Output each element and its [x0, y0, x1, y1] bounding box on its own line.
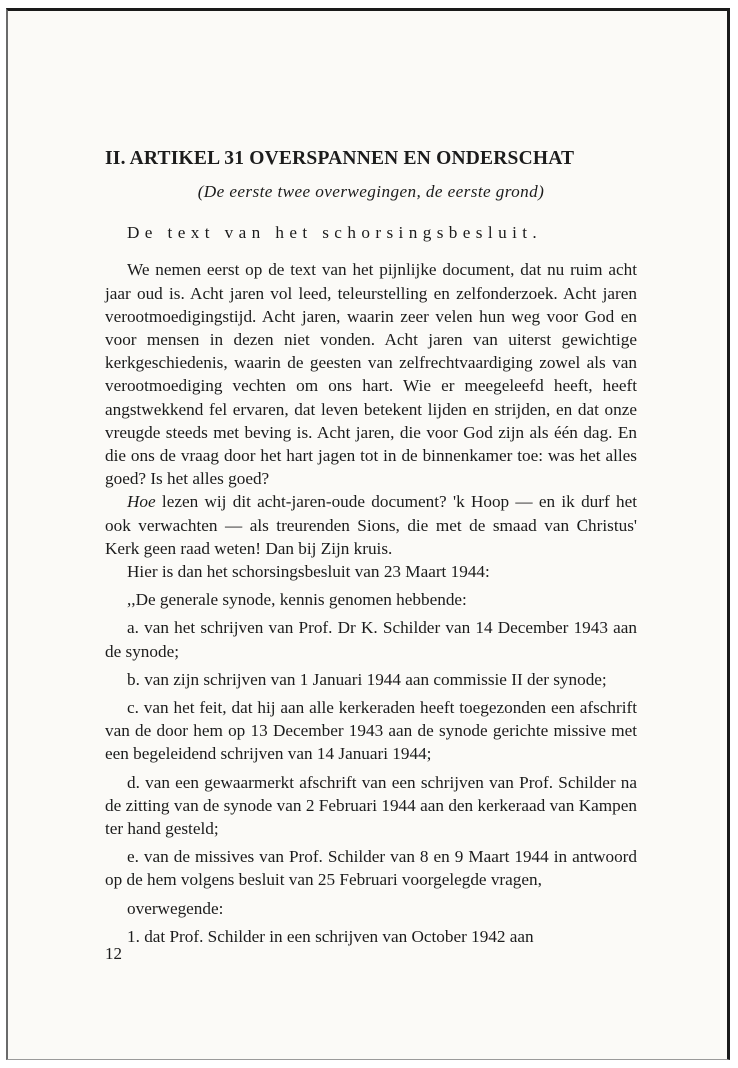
list-item-b: b. van zijn schrijven van 1 Januari 1944 aan commissie II der synode; — [127, 669, 607, 689]
list-item-c: c. van het feit, dat hij aan alle kerkeraden heeft toegezonden een afschrift van de door hem op 13 December 1943 aan de synode gerichte missive met een begeleidend schrijven van 14 Januari 1944; — [105, 698, 637, 764]
considering-label: overwegende: — [127, 898, 224, 918]
list-item-e: e. van de missives van Prof. Schilder van 8 en 9 Maart 1944 in antwoord op de hem volgens besluit van 25 Februari voorgelegde vragen, — [105, 847, 637, 890]
paragraph-hoe-lezen — [105, 490, 637, 560]
page-number: 12 — [105, 944, 122, 963]
point-1: 1. dat Prof. Schilder in een schrijven van October 1942 aan — [127, 926, 534, 946]
chapter-subtitle: (De eerste twee overwegingen, de eerste grond) — [197, 182, 545, 201]
emphasis-first-word: Hoe — [127, 492, 156, 512]
section-heading: De text van het schorsingsbesluit. — [127, 223, 543, 243]
paragraph-synode: ,,De generale synode, kennis genomen hebbende: — [127, 590, 467, 610]
list-item-a: a. van het schrijven van Prof. Dr K. Schilder van 14 December 1943 aan de synode; — [105, 618, 637, 661]
chapter-title: II. ARTIKEL 31 OVERSPANNEN EN ONDERSCHAT — [105, 148, 575, 169]
paragraph-intro: We nemen eerst op de text van het pijnlijke document, dat nu ruim acht jaar oud is. Acht jaren vol leed, teleurstelling en zelfonderzoek. Acht jaren verootmoedigingstijd. Acht jaren, waarin zeer velen hun weg voor God en voor mensen in dezen niet vonden. Acht jaren van uiterst gewichtige kerkgeschiedenis, waarin de geesten van zelfrechtvaardiging zowel als van verootmoediging vechten om ons hart. Wie er meegeleefd heeft, heeft angstwekkend fel ervaren, dat leven betekent lijden en strijden, en dat onze vreugde steeds met beving is. Acht jaren, die voor God zijn als één dag. En die ons de vraag door het hart jagen tot in de binnenkamer toe: was het alles goed? Is het alles goed? — [105, 260, 637, 489]
list-item-d: d. van een gewaarmerkt afschrift van een schrijven van Prof. Schilder na de zitting van de synode van 2 Februari 1944 aan den kerkeraad van Kampen ter hand gesteld; — [105, 772, 637, 839]
paragraph-besluit-intro: Hier is dan het schorsingsbesluit van 23 Maart 1944: — [127, 562, 490, 582]
paragraph-hoe-lezen-text: Hoe lezen wij dit acht-jaren-oude document? 'k Hoop — en ik durf het ook verwachten — als treurenden Sions, die met de smaad van Christus' Kerk geen raad weten! Dan bij Zijn kruis. — [105, 492, 637, 558]
page-text — [105, 147, 637, 948]
book-page — [6, 8, 730, 1060]
